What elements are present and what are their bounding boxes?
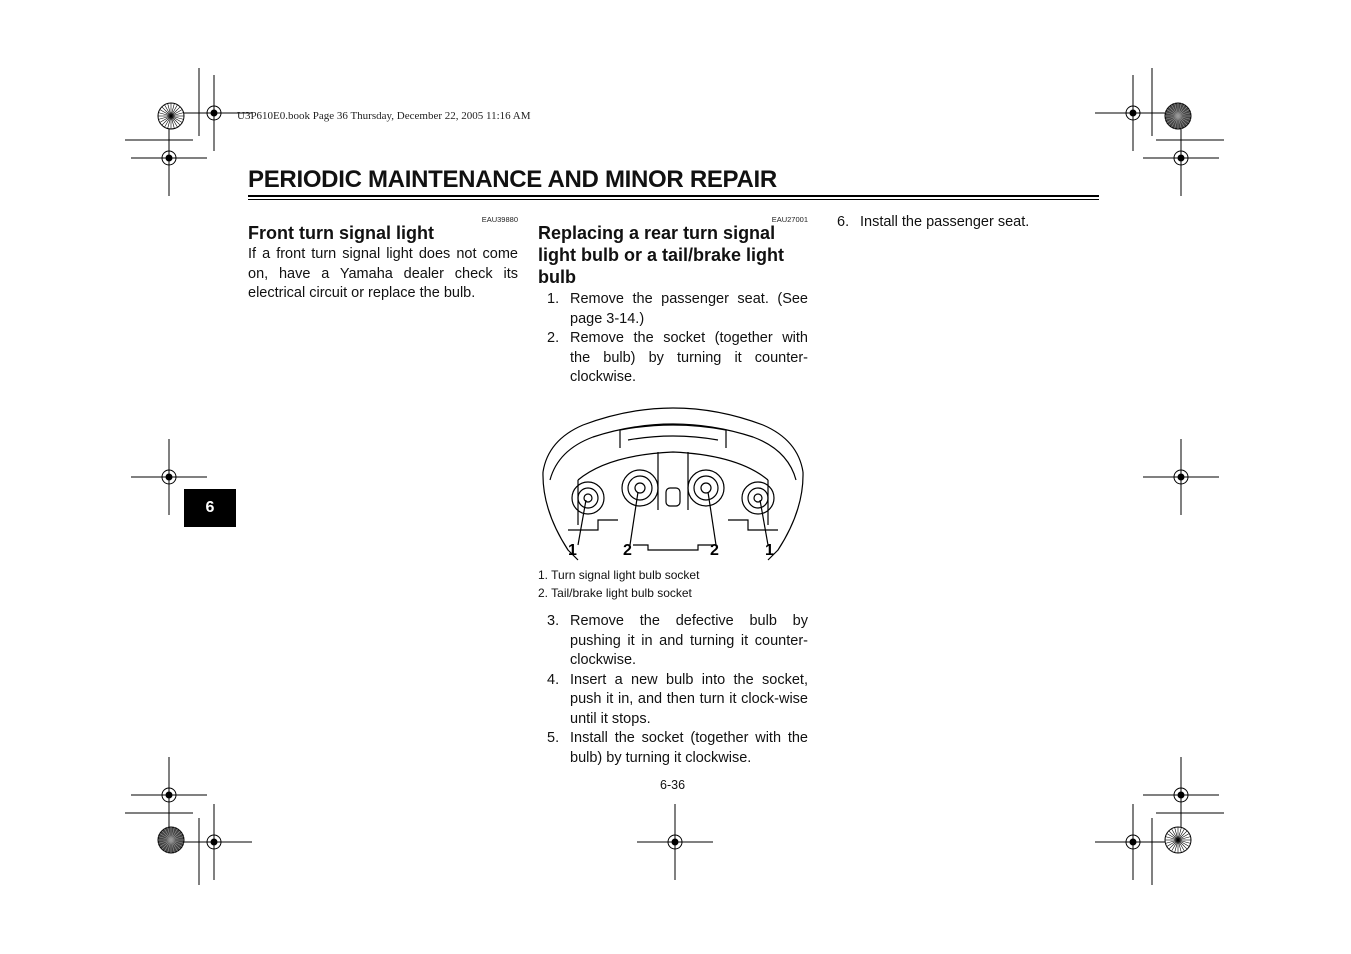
crosshair-target-icon	[176, 804, 252, 880]
color-rosette-icon	[1165, 103, 1191, 129]
callout-1-right: 1	[765, 542, 774, 559]
caption-item: 1. Turn signal light bulb socket	[538, 568, 700, 582]
crosshair-target-icon	[1143, 120, 1219, 196]
steps-list-c	[828, 213, 1098, 233]
section1-body: If a front turn signal light does not come on, have a Yamaha dealer check its electrical circuit or replace the bulb.	[248, 246, 518, 301]
crosshair-target-icon	[1095, 804, 1171, 880]
crosshair-target-icon	[637, 804, 713, 880]
crosshair-target-icon	[1143, 757, 1219, 833]
step-item: 6. Install the passenger seat.	[837, 214, 1030, 230]
title-rule-thin	[248, 199, 1099, 200]
steps-list-a	[538, 290, 808, 388]
crosshair-target-icon	[131, 120, 207, 196]
print-info-line: U3P610E0.book Page 36 Thursday, December 22, 2005 11:16 AM	[237, 110, 531, 122]
callout-2-left: 2	[623, 542, 632, 559]
crosshair-target-icon	[1143, 439, 1219, 515]
section2-heading: Replacing a rear turn signal light bulb or a tail/brake light bulb	[538, 223, 785, 287]
page-number: 6-36	[660, 778, 686, 792]
section1-code: EAU39880	[481, 215, 518, 224]
figure-captions	[538, 566, 808, 602]
section1-heading: Front turn signal light	[248, 223, 434, 243]
step-item: 3. Remove the defective bulb by pushing it in and turning it counter-clockwise.	[547, 613, 808, 668]
page-title: PERIODIC MAINTENANCE AND MINOR REPAIR	[248, 166, 777, 193]
caption-item: 2. Tail/brake light bulb socket	[538, 586, 692, 600]
chapter-tab: 6	[184, 489, 236, 527]
crosshair-target-icon	[131, 757, 207, 833]
step-item: 4. Insert a new bulb into the socket, push it in, and then turn it clock-wise until it stops.	[547, 671, 808, 727]
title-rule-thick	[248, 195, 1099, 197]
callout-1-left: 1	[568, 542, 577, 559]
color-rosette-icon	[1165, 827, 1191, 853]
bulb-socket-figure	[538, 400, 808, 568]
section2-code: EAU27001	[771, 215, 808, 224]
callout-2-right: 2	[710, 542, 719, 559]
color-rosette-icon	[158, 103, 184, 129]
color-rosette-icon	[158, 827, 184, 853]
step-item: 2. Remove the socket (together with the bulb) by turning it counter-clockwise.	[547, 330, 808, 385]
step-item: 1. Remove the passenger seat. (See page 3-14.)	[547, 291, 808, 327]
steps-list-b	[538, 612, 808, 768]
step-item: 5. Install the socket (together with the bulb) by turning it clockwise.	[547, 730, 808, 766]
